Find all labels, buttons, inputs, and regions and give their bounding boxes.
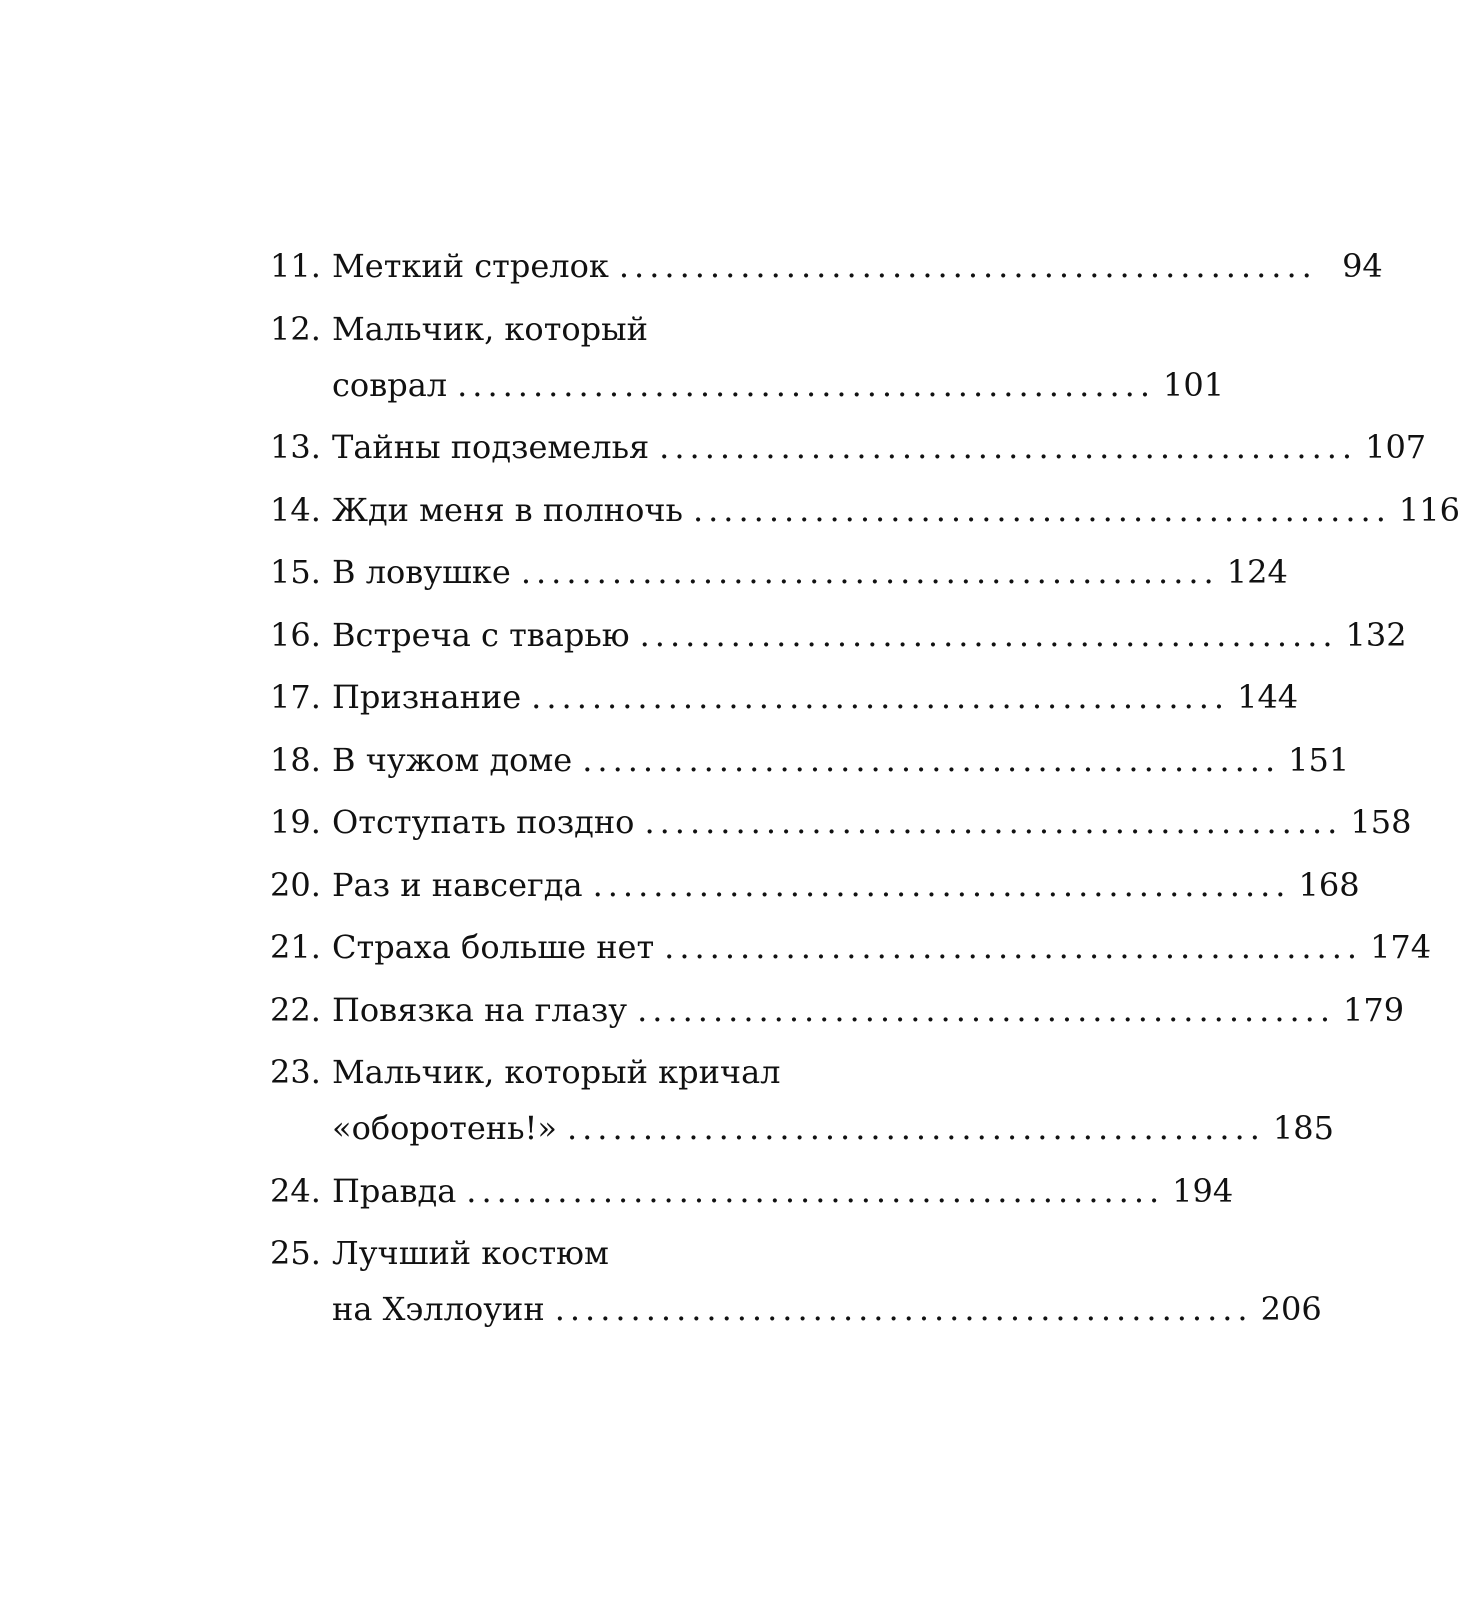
- toc-line: [270, 238, 1383, 294]
- chapter-number: 17.: [270, 678, 321, 716]
- toc-entry[interactable]: [270, 982, 1405, 1038]
- page-number: 206: [1260, 1290, 1322, 1328]
- chapter-title: В чужом доме: [332, 740, 573, 779]
- page-number: 124: [1226, 553, 1288, 591]
- toc-entry[interactable]: [270, 607, 1407, 663]
- toc-line: [270, 607, 1407, 663]
- dot-leader: ..............................................: [582, 740, 1281, 779]
- dot-leader: ..............................................: [457, 365, 1155, 404]
- chapter-title: В ловушке: [332, 553, 511, 591]
- toc-line: [270, 482, 1460, 538]
- toc-line: [270, 982, 1405, 1038]
- chapter-title: Отступать поздно: [332, 803, 635, 841]
- toc-line: [270, 857, 1360, 913]
- chapter-title: Тайны подземелья: [332, 428, 650, 466]
- chapter-title-continued: на Хэллоуин: [332, 1290, 545, 1328]
- chapter-title: Меткий стрелок: [332, 247, 609, 285]
- page-number: 174: [1370, 928, 1432, 966]
- dot-leader: ..............................................: [644, 803, 1343, 841]
- dot-leader: ..............................................: [659, 428, 1358, 466]
- dot-leader: ..............................................: [639, 615, 1338, 654]
- chapter-number: 19.: [270, 803, 321, 841]
- dot-leader: ..............................................: [566, 1109, 1265, 1147]
- toc-entry[interactable]: [270, 794, 1412, 850]
- toc-entry[interactable]: [270, 1044, 1334, 1156]
- toc-line: [270, 669, 1299, 725]
- chapter-number: 24.: [270, 1171, 321, 1210]
- toc-entry[interactable]: [270, 419, 1427, 475]
- dot-leader: ..............................................: [466, 1171, 1165, 1210]
- chapter-title: Правда: [332, 1171, 457, 1210]
- toc-entry[interactable]: [270, 544, 1288, 600]
- toc-line: [270, 1044, 872, 1100]
- page-number: 151: [1288, 740, 1350, 779]
- toc-entry[interactable]: [270, 732, 1350, 788]
- dot-leader: ..............................................: [554, 1290, 1253, 1328]
- toc-line: [270, 544, 1288, 600]
- page-number: 168: [1298, 865, 1360, 904]
- chapter-title: Мальчик, который: [332, 309, 648, 348]
- chapter-number: 16.: [270, 615, 321, 654]
- chapter-title: Встреча с тварью: [332, 615, 630, 654]
- toc-line: [270, 419, 1427, 475]
- toc-line: [270, 1225, 872, 1281]
- chapter-number: 20.: [270, 865, 321, 904]
- chapter-title: Признание: [332, 678, 522, 716]
- toc-entry[interactable]: [270, 482, 1460, 538]
- toc-line: [270, 1281, 1322, 1337]
- chapter-number: 12.: [270, 309, 321, 348]
- chapter-number: 25.: [270, 1234, 321, 1272]
- toc-entry[interactable]: [270, 857, 1360, 913]
- chapter-title-continued: «оборотень!»: [332, 1109, 557, 1147]
- page-number: 179: [1343, 990, 1405, 1029]
- toc-line: [270, 357, 1225, 413]
- chapter-number: 15.: [270, 553, 321, 591]
- chapter-title: Лучший костюм: [332, 1234, 609, 1272]
- page-number: 132: [1345, 615, 1407, 654]
- chapter-title: Страха больше нет: [332, 928, 655, 966]
- dot-leader: ..............................................: [592, 865, 1291, 904]
- toc-entry[interactable]: [270, 1163, 1234, 1219]
- table-of-contents: [270, 238, 1460, 1344]
- toc-entry[interactable]: [270, 238, 1383, 294]
- dot-leader: ..............................................: [664, 928, 1363, 966]
- page-number: 194: [1172, 1171, 1234, 1210]
- chapter-number: 14.: [270, 490, 321, 529]
- chapter-title-continued: соврал: [332, 365, 448, 404]
- page-number: 158: [1350, 803, 1412, 841]
- chapter-number: 22.: [270, 990, 321, 1029]
- page-number: 116: [1398, 490, 1460, 529]
- chapter-title: Мальчик, который кричал: [332, 1053, 781, 1091]
- chapter-number: 21.: [270, 928, 321, 966]
- toc-entry[interactable]: [270, 669, 1299, 725]
- page-number: 101: [1163, 365, 1225, 404]
- dot-leader: ..............................................: [692, 490, 1391, 529]
- toc-entry[interactable]: [270, 301, 1225, 413]
- toc-entry[interactable]: [270, 1225, 1322, 1337]
- chapter-title: Повязка на глазу: [332, 990, 628, 1029]
- dot-leader: ..............................................: [531, 678, 1230, 716]
- dot-leader: ..............................................: [637, 990, 1336, 1029]
- page-number: 144: [1237, 678, 1299, 716]
- chapter-number: 13.: [270, 428, 321, 466]
- toc-line: [270, 919, 1432, 975]
- page-number: 94: [1342, 247, 1383, 285]
- toc-line: [270, 1163, 1234, 1219]
- page-number: 185: [1272, 1109, 1334, 1147]
- toc-line: [270, 1100, 1334, 1156]
- page-number: 107: [1365, 428, 1427, 466]
- toc-line: [270, 794, 1412, 850]
- chapter-number: 11.: [270, 247, 321, 285]
- chapter-title: Жди меня в полночь: [332, 490, 683, 529]
- toc-line: [270, 301, 872, 357]
- toc-entry[interactable]: [270, 919, 1432, 975]
- chapter-number: 23.: [270, 1053, 321, 1091]
- chapter-title: Раз и навсегда: [332, 865, 583, 904]
- dot-leader: ..............................................: [618, 247, 1317, 285]
- dot-leader: ..............................................: [520, 553, 1219, 591]
- toc-line: [270, 732, 1350, 788]
- chapter-number: 18.: [270, 740, 321, 779]
